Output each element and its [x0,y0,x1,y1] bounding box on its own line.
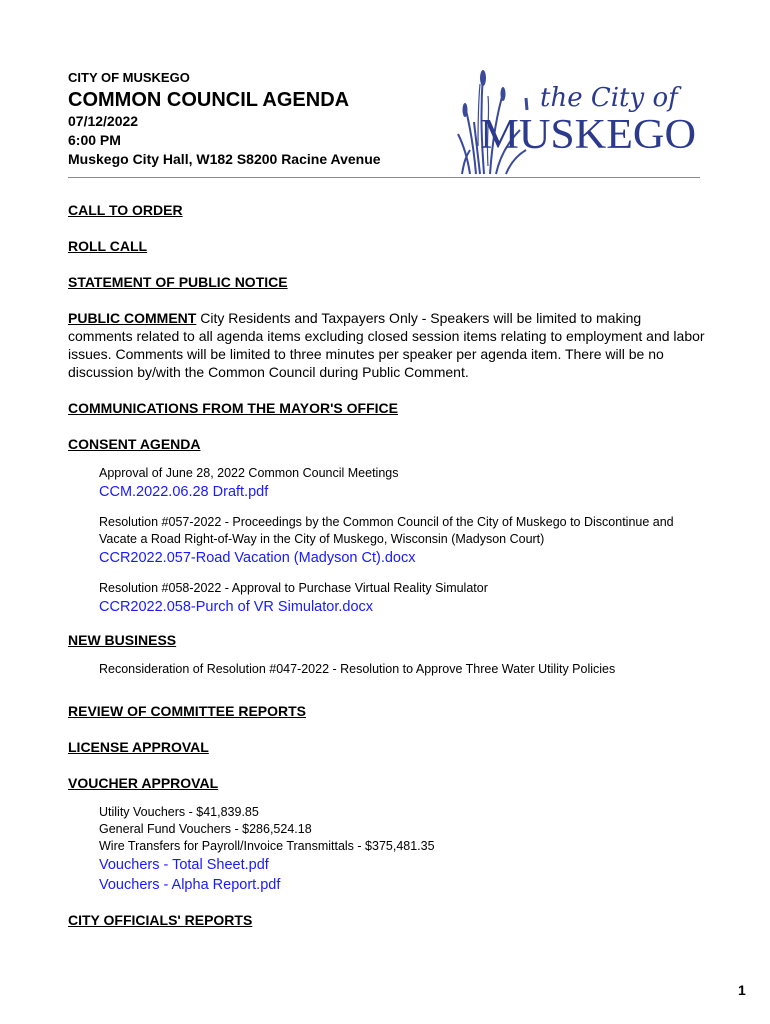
license-approval-heading: LICENSE APPROVAL [68,739,209,755]
consent-item-link[interactable]: CCR2022.057-Road Vacation (Madyson Ct).docx [99,550,416,566]
agenda-title: COMMON COUNCIL AGENDA [68,89,350,111]
consent-agenda-heading: CONSENT AGENDA [68,436,201,452]
logo-name-text: MUSKEGO [480,112,696,158]
new-business-item-text: Reconsideration of Resolution #047-2022 - Resolution to Approve Three Water Utility Policies [99,662,616,676]
voucher-line: General Fund Vouchers - $286,524.18 [99,822,312,836]
new-business-items [99,661,708,678]
agenda-body [68,201,708,947]
meeting-time: 6:00 PM [68,132,121,148]
org-name: CITY OF MUSKEGO [68,70,190,85]
new-business-heading: NEW BUSINESS [68,632,177,648]
voucher-approval-heading: VOUCHER APPROVAL [68,775,219,791]
logo-script-text: the City of [540,83,678,113]
meeting-date: 07/12/2022 [68,113,139,129]
consent-item-text: Resolution #058-2022 - Approval to Purchase Virtual Reality Simulator [99,581,488,595]
roll-call-heading: ROLL CALL [68,238,148,254]
voucher-alpha-link[interactable]: Vouchers - Alpha Report.pdf [99,877,281,893]
consent-item-link[interactable]: CCM.2022.06.28 Draft.pdf [99,484,269,500]
city-officials-heading: CITY OFFICIALS' REPORTS [68,912,253,928]
call-to-order-heading: CALL TO ORDER [68,202,183,218]
header-divider [68,177,700,178]
public-comment-heading: PUBLIC COMMENT [68,310,197,326]
city-logo [456,66,706,178]
consent-item-text: Resolution #057-2022 - Proceedings by the Common Council of the City of Muskego to Discontinue and Vacate a Road Right-of-Way in the City of Muskego, Wisconsin (Madyson Court) [99,515,674,546]
voucher-line: Utility Vouchers - $41,839.85 [99,805,259,819]
meeting-location: Muskego City Hall, W182 S8200 Racine Avenue [68,151,381,167]
public-notice-heading: STATEMENT OF PUBLIC NOTICE [68,274,288,290]
page-number: 1 [738,982,746,998]
public-comment-text: City Residents and Taxpayers Only - Speakers will be limited to making comments related to all agenda items excluding closed session items relating to employment and labor issues. Comments will be limited to three minutes per speaker per agenda item. There will be no discussion by/with the Common Council during Public Comment. [68,310,705,380]
committee-reports-heading: REVIEW OF COMMITTEE REPORTS [68,703,307,719]
agenda-header [68,70,468,169]
consent-items [99,465,708,617]
voucher-total-link[interactable]: Vouchers - Total Sheet.pdf [99,857,269,873]
public-comment-paragraph [68,309,708,381]
consent-item-link[interactable]: CCR2022.058-Purch of VR Simulator.docx [99,599,374,615]
consent-item-text: Approval of June 28, 2022 Common Council Meetings [99,466,399,480]
voucher-items [99,804,708,895]
voucher-line: Wire Transfers for Payroll/Invoice Transmittals - $375,481.35 [99,839,435,853]
communications-heading: COMMUNICATIONS FROM THE MAYOR'S OFFICE [68,400,398,416]
